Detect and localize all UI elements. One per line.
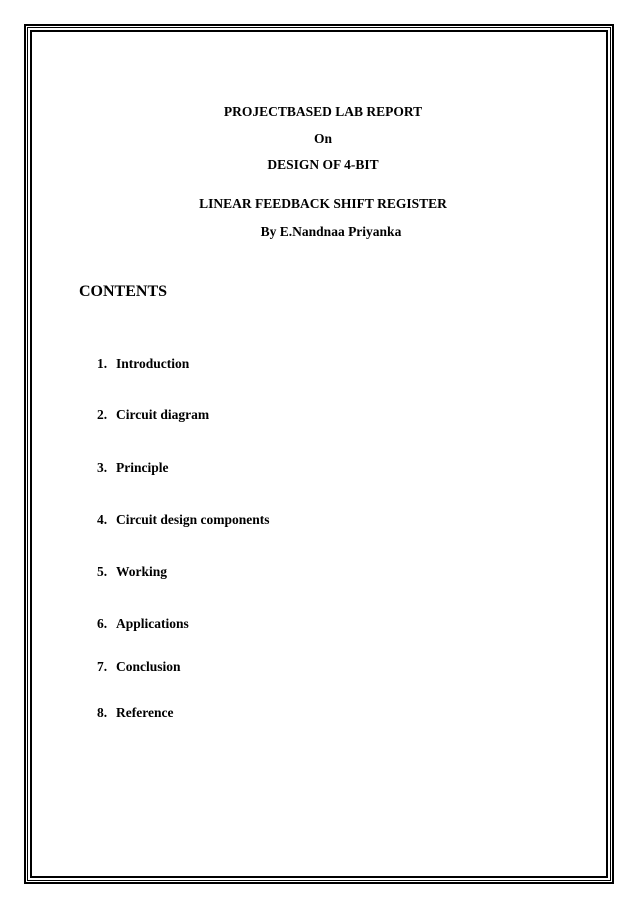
contents-item-label: Working xyxy=(116,564,168,579)
contents-item-reference xyxy=(97,705,173,721)
contents-item-label: Principle xyxy=(116,460,169,475)
contents-item-introduction xyxy=(97,356,189,372)
contents-item-label: Applications xyxy=(116,616,189,631)
contents-item-number: 6. xyxy=(97,616,108,631)
contents-item-circuit-design-components xyxy=(97,512,270,528)
contents-item-applications xyxy=(97,616,189,632)
contents-item-number: 7. xyxy=(97,659,108,674)
contents-item-principle xyxy=(97,460,169,476)
contents-item-number: 1. xyxy=(97,356,108,371)
report-subject-line1: DESIGN OF 4-BIT xyxy=(267,157,379,172)
contents-item-conclusion xyxy=(97,659,181,675)
report-title-on: On xyxy=(313,131,332,146)
contents-item-label: Circuit design components xyxy=(116,512,270,527)
contents-item-label: Conclusion xyxy=(116,659,181,674)
report-title: PROJECTBASED LAB REPORT xyxy=(223,104,423,119)
contents-item-number: 8. xyxy=(97,705,108,720)
contents-item-working xyxy=(97,564,167,580)
contents-item-number: 3. xyxy=(97,460,108,475)
contents-heading: CONTENTS xyxy=(79,283,168,300)
report-subject-line2: LINEAR FEEDBACK SHIFT REGISTER xyxy=(199,196,447,211)
contents-item-number: 2. xyxy=(97,407,108,422)
contents-item-number: 4. xyxy=(97,512,108,527)
contents-item-circuit-diagram xyxy=(97,407,209,423)
report-author: By E.Nandnaa Priyanka xyxy=(260,224,402,239)
contents-item-number: 5. xyxy=(97,564,108,579)
contents-item-label: Introduction xyxy=(116,356,190,371)
contents-item-label: Reference xyxy=(116,705,174,720)
contents-item-label: Circuit diagram xyxy=(116,407,210,422)
